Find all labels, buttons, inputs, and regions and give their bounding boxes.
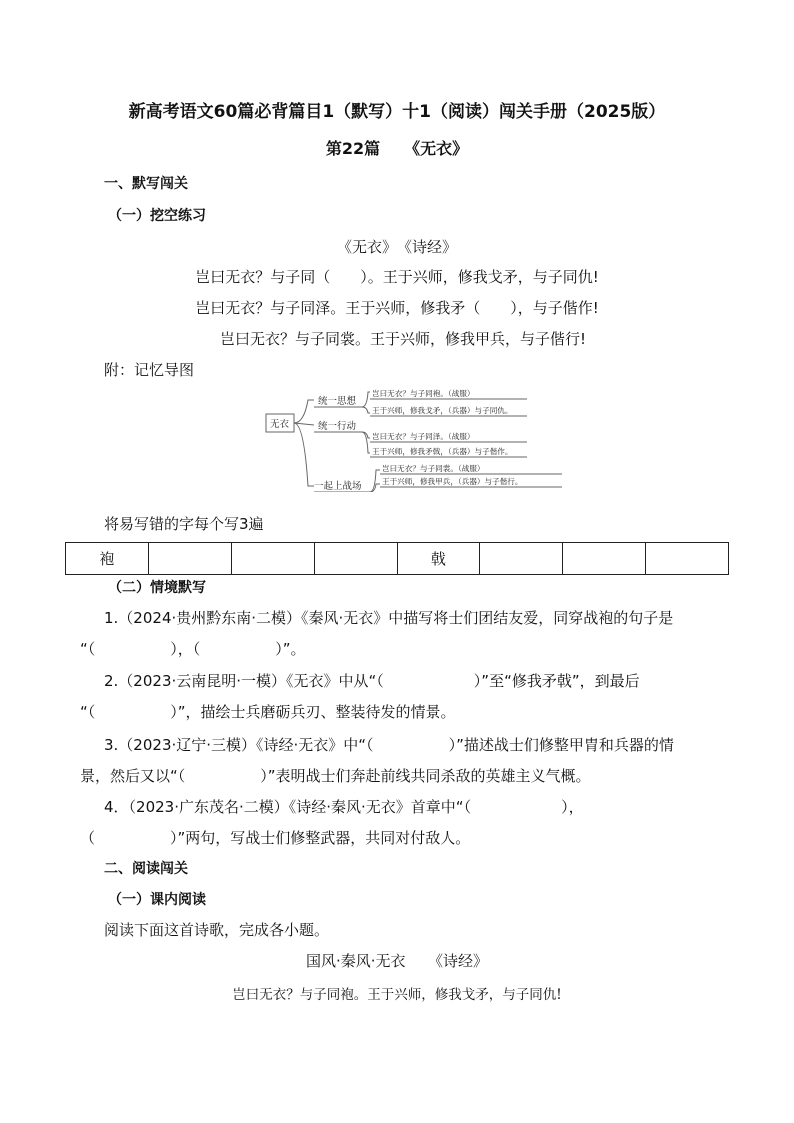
write-cell[interactable]	[148, 543, 231, 575]
reading-poem-line-1: 岂曰无衣？与子同袍。王于兴师，修我戈矛，与子同仇!	[232, 987, 562, 1003]
question-1-line-2: “（ ），（ ）”。	[80, 640, 306, 658]
mind-map-link	[294, 423, 314, 486]
write-cell[interactable]: 袍	[66, 543, 149, 575]
question-4-line-2: （ ）”两句，写战士们修整武器，共同对付敌人。	[80, 829, 471, 847]
question-2-line-2: “（ ）”，描绘士兵磨砺兵刃、整装待发的情景。	[80, 703, 456, 721]
mind-map-branch-3: 一起上战场	[314, 481, 362, 492]
page-title: 新高考语文60篇必背篇目1（默写）十1（阅读）闯关手册（2025版）	[128, 102, 666, 122]
write-cell[interactable]	[480, 543, 563, 575]
section1-sub1-heading: （一）挖空练习	[108, 208, 206, 224]
reading-intro: 阅读下面这首诗歌，完成各小题。	[104, 921, 330, 939]
mind-map-line: 岂曰无衣？与子同裳。（战服）	[382, 464, 485, 473]
mind-map-root: 无衣	[270, 419, 290, 430]
write-cell[interactable]: 戟	[397, 543, 480, 575]
poem-line-2: 岂曰无衣？与子同泽。王于兴师，修我矛（ ），与子偕作!	[195, 299, 599, 317]
mind-map-line: 岂曰无衣？与子同袍。（战服）	[372, 389, 475, 398]
appendix-label: 附：记忆导图	[104, 361, 195, 379]
mind-map	[262, 380, 567, 492]
mind-map-link	[370, 484, 380, 492]
mind-map-link	[294, 400, 314, 423]
write-cell[interactable]	[231, 543, 314, 575]
poem-title: 《无衣》 《诗经》	[336, 238, 457, 256]
write-cell[interactable]	[646, 543, 729, 575]
write-practice-table	[65, 542, 729, 575]
question-3-line-2: 景，然后又以“（ ）”表明战士们奔赴前线共同杀敌的英雄主义气概。	[80, 767, 591, 785]
section1-sub2-heading: （二）情境默写	[108, 580, 206, 596]
section2-heading: 二、阅读闯关	[104, 861, 188, 877]
mind-map-line: 王于兴师，修我戈矛，（兵器）与子同仇。	[372, 406, 513, 415]
poem-line-1: 岂曰无衣？与子同（ ）。王于兴师，修我戈矛，与子同仇!	[195, 268, 599, 286]
mind-map-link	[362, 407, 370, 413]
mind-map-link	[362, 432, 370, 453]
poem-line-3: 岂曰无衣？与子同裳。王于兴师，修我甲兵，与子偕行!	[219, 330, 587, 348]
write-cell[interactable]	[314, 543, 397, 575]
section2-sub1-heading: （一）课内阅读	[108, 892, 206, 908]
question-2-line-1: 2.（2023·云南昆明·一模）《无衣》中从“（ ）”至“修我矛戟”，到最后	[104, 672, 640, 690]
write-cell[interactable]	[563, 543, 646, 575]
mind-map-link	[362, 392, 370, 407]
page-subtitle: 第22篇 《无衣》	[325, 139, 469, 158]
mind-map-line: 王于兴师，修我矛戟，（兵器）与子偕作。	[372, 447, 513, 456]
mind-map-line: 王于兴师，修我甲兵，（兵器）与子偕行。	[382, 477, 523, 486]
question-3-line-1: 3.（2023·辽宁·三模）《诗经·无衣》中“（ ）”描述战士们修整甲胄和兵器的情	[104, 736, 674, 754]
mind-map-branch-1: 统一思想	[318, 396, 357, 407]
mind-map-branch-2: 统一行动	[318, 421, 357, 432]
reading-poem-title: 国风·秦风·无衣 《诗经》	[305, 952, 489, 970]
section1-heading: 一、默写闯关	[104, 176, 188, 192]
write-prompt: 将易写错的字每个写3遍	[104, 515, 264, 533]
question-4-line-1: 4．（2023·广东茂名·二模）《诗经·秦风·无衣》首章中“（ ），	[104, 798, 584, 816]
question-1-line-1: 1.（2024·贵州黔东南·二模）《秦风·无衣》中描写将士们团结友爱，同穿战袍的句子是	[104, 609, 674, 627]
mind-map-line: 岂曰无衣？与子同泽。（战服）	[372, 432, 475, 441]
